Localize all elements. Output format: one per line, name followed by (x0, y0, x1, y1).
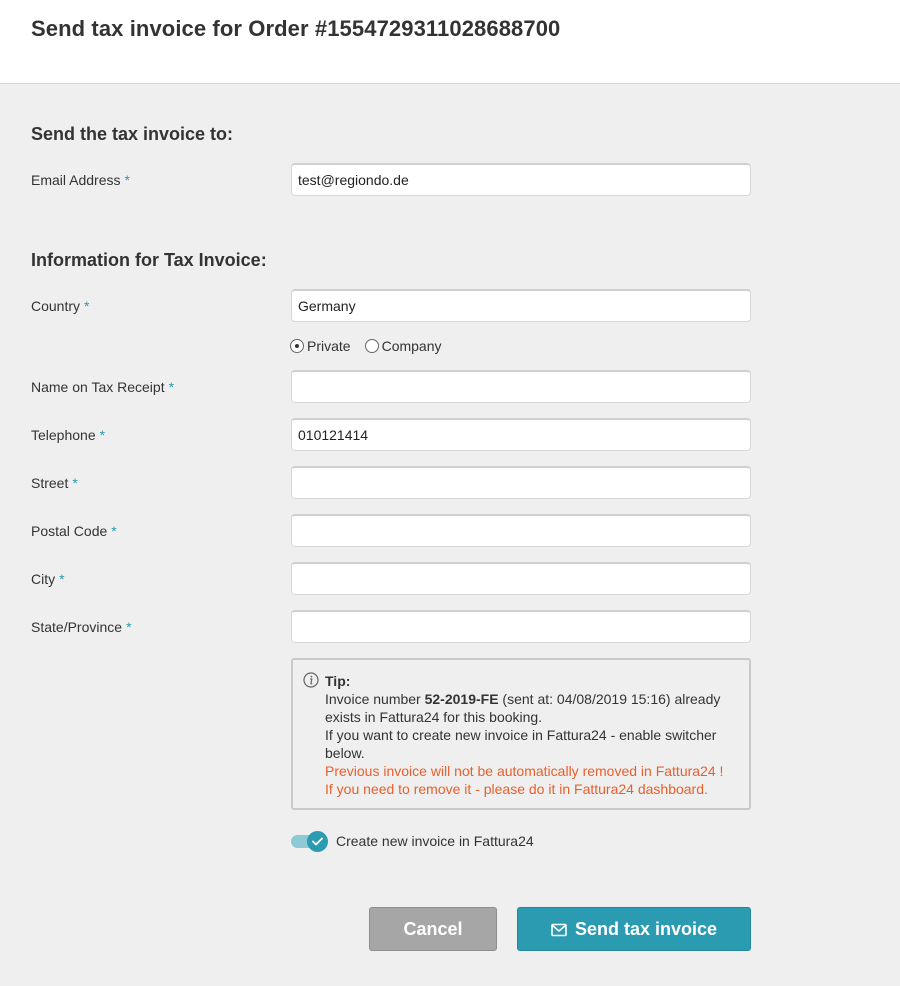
create-invoice-toggle[interactable] (291, 830, 329, 852)
tip-box (291, 658, 751, 810)
required-marker: * (72, 475, 78, 491)
radio-company[interactable] (365, 338, 442, 354)
info-icon (303, 672, 319, 688)
required-marker: * (84, 298, 90, 314)
toggle-knob[interactable] (307, 831, 328, 852)
email-field[interactable] (291, 163, 751, 196)
invoice-number: 52-2019-FE (424, 691, 499, 707)
required-marker: * (126, 619, 132, 635)
country-label: Country * (31, 298, 90, 314)
tip-warning-1: Previous invoice will not be automatically removed in Fattura24 ! (325, 763, 724, 779)
mail-icon (551, 923, 567, 937)
cancel-button[interactable] (369, 907, 497, 951)
street-field[interactable] (291, 466, 751, 499)
state-label: State/Province * (31, 619, 132, 635)
radio-private[interactable] (290, 338, 351, 354)
postal-code-field[interactable] (291, 514, 751, 547)
tip-invoice-text: Invoice number 52-2019-FE (sent at: 04/08/2019 15:16) already exists in Fattura24 for this booking. (325, 691, 721, 725)
check-icon (312, 837, 323, 846)
info-section-title: Information for Tax Invoice: (31, 250, 267, 270)
tip-title: Tip: (325, 673, 351, 689)
required-marker: * (99, 427, 106, 443)
send-tax-invoice-button[interactable] (517, 907, 751, 951)
required-marker: * (168, 379, 175, 395)
send-button-label: Send tax invoice (574, 918, 718, 939)
city-field[interactable] (291, 562, 751, 595)
radio-private-label: Private (307, 338, 351, 354)
name-field[interactable] (291, 370, 751, 403)
create-invoice-switch-row (291, 830, 534, 852)
required-marker: * (124, 172, 130, 188)
switch-label: Create new invoice in Fattura24 (336, 833, 534, 849)
radio-company-circle[interactable] (365, 339, 379, 353)
tip-warning-2: If you need to remove it - please do it in Fattura24 dashboard. (325, 781, 708, 797)
required-marker: * (111, 523, 117, 539)
postal-code-label: Postal Code * (31, 523, 117, 539)
send-section-title: Send the tax invoice to: (31, 124, 234, 144)
country-field[interactable] (291, 289, 751, 322)
required-marker: * (59, 571, 65, 587)
page-title: Send tax invoice for Order #1554729311028688700 (31, 16, 561, 41)
cancel-button-label: Cancel (403, 918, 463, 939)
state-field[interactable] (291, 610, 751, 643)
email-label: Email Address * (31, 172, 130, 188)
city-label: City * (31, 571, 65, 587)
radio-private-circle[interactable] (290, 339, 304, 353)
telephone-field[interactable] (291, 418, 751, 451)
name-label: Name on Tax Receipt * (31, 379, 175, 395)
tip-instruction: If you want to create new invoice in Fattura24 - enable switcher below. (325, 727, 717, 761)
radio-company-label: Company (381, 338, 442, 354)
telephone-label: Telephone * (31, 427, 106, 443)
customer-type-radio-group (290, 338, 456, 354)
dialog-header (0, 0, 900, 84)
street-label: Street * (31, 475, 78, 491)
